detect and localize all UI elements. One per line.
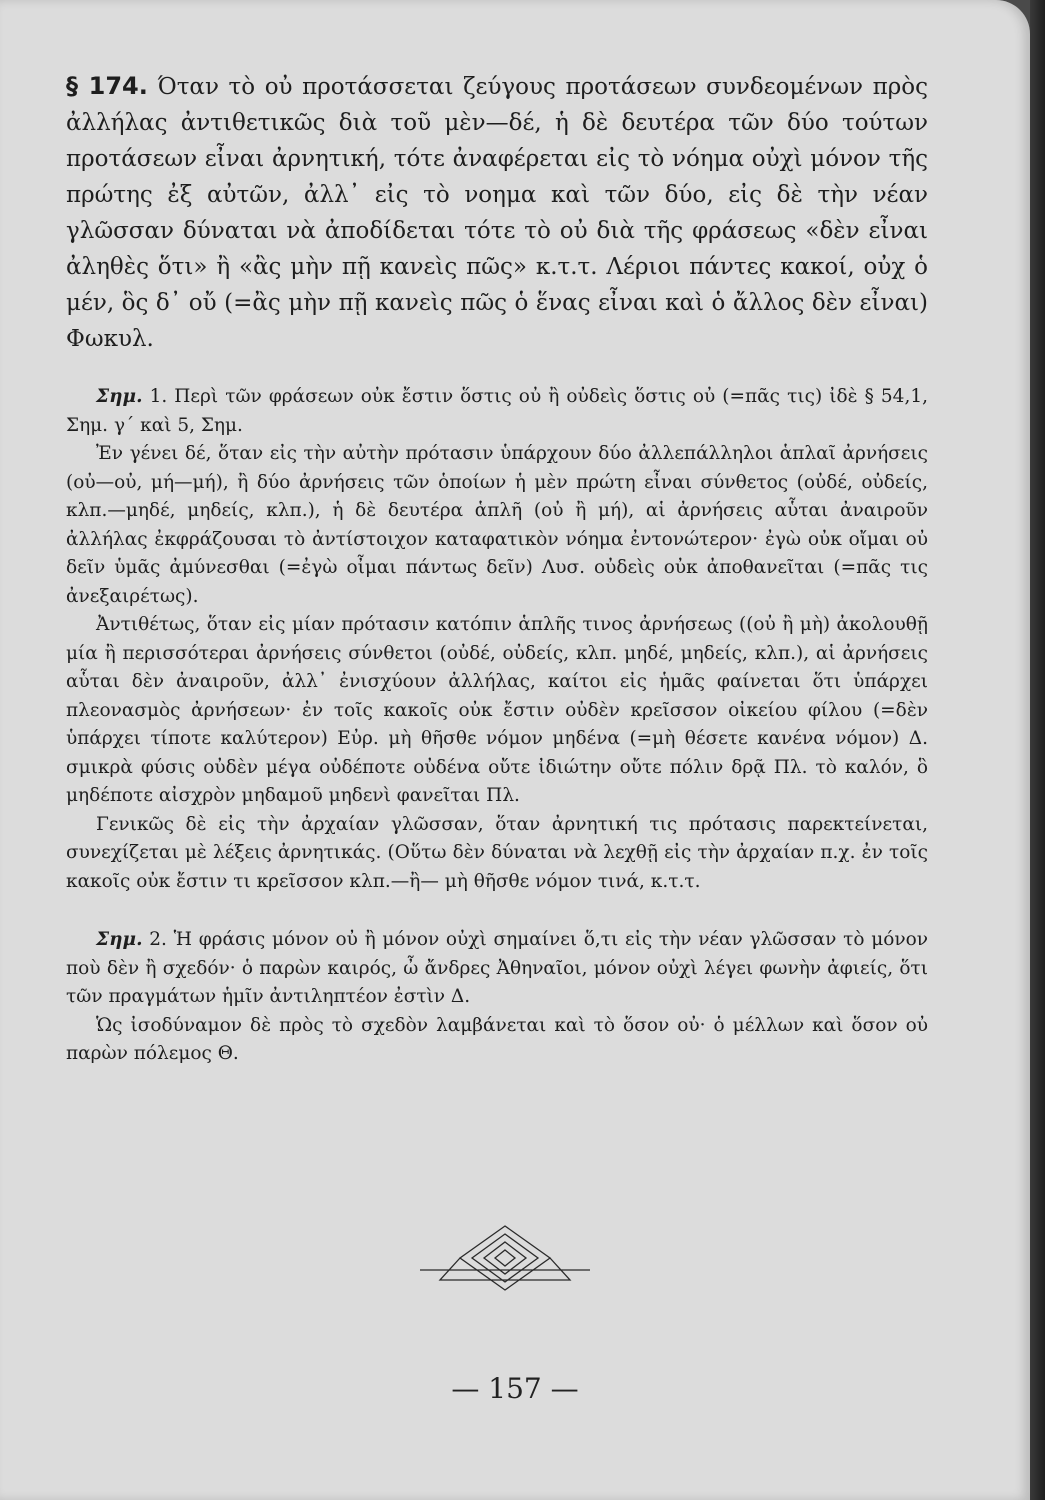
note-2-label: Σημ. <box>96 929 143 950</box>
note-1-label: Σημ. <box>96 386 143 407</box>
page-number: — 157 — <box>451 1372 579 1405</box>
page-edge <box>1030 0 1045 1500</box>
paragraph-174 <box>66 68 928 357</box>
section-number: § 174. <box>66 72 148 100</box>
ornament-icon <box>420 1218 590 1308</box>
note-2-text-1: Ἡ φράσις μόνον οὐ ἢ μόνον οὐχὶ σημαίνει ὅ,τι εἰς τὴν νέαν γλῶσσαν τὸ μόνον ποὺ δὲν ἢ σχεδόν· ὁ παρὼν καιρός, ὦ ἄνδρες Ἀθηναῖοι, μόνον οὐχὶ λέγει φωνὴν ἀφιείς, ὅτι τῶν πραγμάτων ἡμῖν ἀντιληπτέον ἐστὶν Δ. <box>66 929 928 1007</box>
note-1 <box>66 383 928 896</box>
page-content <box>66 68 928 1069</box>
note-1-number: 1. <box>142 386 168 407</box>
note-2-paragraph-2: Ὡς ἰσοδύναμον δὲ πρὸς τὸ σχεδὸν λαμβάνεται καὶ τὸ ὅσον οὐ· ὁ μέλλων καὶ ὅσον οὐ παρὼν πόλεμος Θ. <box>66 1014 928 1064</box>
note-2-number: 2. <box>142 929 167 950</box>
note-1-paragraph-4: Γενικῶς δὲ εἰς τὴν ἀρχαίαν γλῶσσαν, ὅταν ἀρνητική τις πρότασις παρεκτείνεται, συνεχίζεται μὲ λέξεις ἀρνητικάς. (Οὕτω δὲν δύναται νὰ λεχθῇ εἰς τὴν ἀρχαίαν π.χ. ἐν τοῖς κακοῖς οὐκ ἔστιν τι κρεῖσσον κλπ.—ἢ— μὴ θῆσθε νόμον τινά, κ.τ.τ. <box>66 813 928 892</box>
paragraph-174-text <box>66 68 928 357</box>
note-2 <box>66 926 928 1069</box>
note-2-paragraph-1 <box>66 926 928 1012</box>
paragraph-174-body: Όταν τὸ οὐ προτάσσεται ζεύγους προτάσεων συνδεομένων πρὸς ἀλλήλας ἀντιθετικῶς διὰ τοῦ μὲν—δέ, ἡ δὲ δευτέρα τῶν δύο τούτων προτάσεων εἶναι ἀρνητική, τότε ἀναφέρεται εἰς τὸ νόημα οὐχὶ μόνον τῆς πρώτης ἐξ αὐτῶν, ἀλλ᾽ εἰς τὸ νοημα καὶ τῶν δύο, εἰς δὲ τὴν νέαν γλῶσσαν δύναται νὰ ἀποδίδεται τότε τὸ οὐ διὰ τῆς φράσεως «δὲν εἶναι ἀληθὲς ὅτι» ἢ «ἂς μὴν πῇ κανεὶς πῶς» κ.τ.τ. Λέριοι πάντες κακοί, οὐχ ὁ μέν, ὃς δ᾽ οὔ (=ἂς μὴν πῇ κανεὶς πῶς ὁ ἕνας εἶναι καὶ ὁ ἄλλος δὲν εἶναι) Φωκυλ. <box>66 74 929 352</box>
note-1-text-1: Περὶ τῶν φράσεων οὐκ ἔστιν ὅστις οὐ ἢ οὐδεὶς ὅστις οὐ (=πᾶς τις) ἰδὲ § 54,1, Σημ. γ´ καὶ 5, Σημ. <box>66 386 928 436</box>
note-1-paragraph-1 <box>66 383 928 440</box>
note-1-paragraph-2: Ἐν γένει δέ, ὅταν εἰς τὴν αὐτὴν πρότασιν ὑπάρχουν δύο ἀλλεπάλληλοι ἁπλαῖ ἀρνήσεις (οὐ—οὐ, μή—μή), ἢ δύο ἀρνήσεις τῶν ὁποίων ἡ μὲν πρώτη εἶναι σύνθετος (οὐδέ, οὐδείς, κλπ.—μηδέ, μηδείς, κλπ.), ἡ δὲ δευτέρα ἁπλῆ (οὐ ἢ μή), αἱ ἀρνήσεις αὗται ἀναιροῦν ἀλλήλας ἐκφράζουσαι τὸ ἀντίστοιχον καταφατικὸν νόημα ἐντονώτερον· ἐγὼ οὐκ οἴμαι οὐ δεῖν ὑμᾶς ἀμύνεσθαι (=ἐγὼ οἶμαι πάντως δεῖν) Λυσ. οὐδεὶς οὐκ ἀποθανεῖται (=πᾶς τις ἀνεξαιρέτως). <box>66 443 928 607</box>
note-1-paragraph-3: Ἀντιθέτως, ὅταν εἰς μίαν πρότασιν κατόπιν ἁπλῆς τινος ἀρνήσεως ((οὐ ἢ μὴ) ἀκολουθῇ μία ἢ περισσότεραι ἀρνήσεις σύνθετοι (οὐδέ, οὐδείς, κλπ. μηδέ, μηδείς, κλπ.), αἱ ἀρνήσεις αὗται δὲν ἀναιροῦν, ἀλλ᾽ ἐνισχύουν ἀλλήλας, καίτοι εἰς ἡμᾶς φαίνεται ὅτι ὑπάρχει πλεονασμὸς ἀρνήσεων· ἐν τοῖς κακοῖς οὐκ ἔστιν οὐδὲν κρεῖσσον οἰκείου φίλου (=δὲν ὑπάρχει τίποτε καλύτερον) Εὐρ. μὴ θῆσθε νόμον μηδένα (=μὴ θέσετε κανένα νόμον) Δ. σμικρὰ φύσις οὐδὲν μέγα οὐδέποτε οὐδένα οὔτε ἰδιώτην οὔτε πόλιν δρᾷ Πλ. τὸ καλόν, ὃ μηδέποτε αἰσχρὸν μηδαμοῦ μηδενὶ φανεῖται Πλ. <box>66 614 928 806</box>
